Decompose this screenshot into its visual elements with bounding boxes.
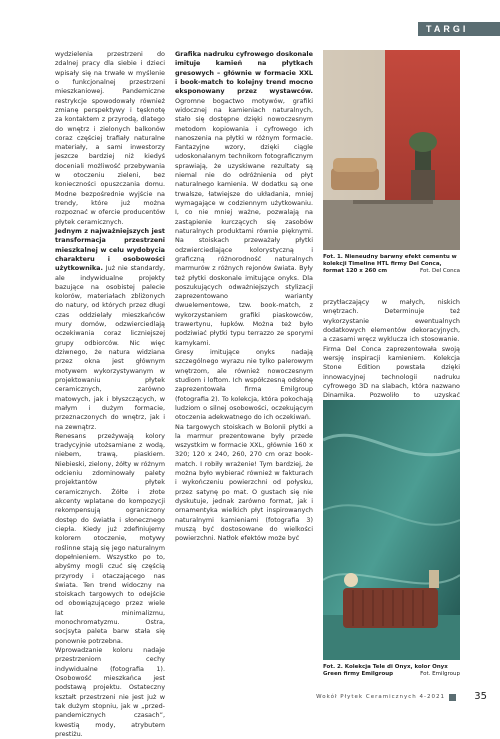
bold-lead: Grafika nadruku cyfrowego doskonale imituje kamień na płytkach gresowych – głównie w formacie XXL i book-match to kolejny trend mocno eksponowany przez wystawców.: [175, 50, 313, 96]
page-footer: [0, 692, 500, 708]
paragraph: Już nie standardy, ale indywidualne projekty bazujące na osobistej palecie kolorów, materiałach zbliżonych do natury, od których przez długi czas oddzielały mieszkańców mury domów, odzwierciedlają oczekiwania coraz liczniejszej grupy odbiorców. Nic więc dziwnego, że natura widziana przez okna jest głównym motywem wykorzystywanym w projektowaniu płytek ceramicznych, zarówno matowych, jak i błyszczących, w małym i dużym formacie, przeznaczonych do wnętrz, jak i na zewnątrz.: [55, 264, 165, 431]
paragraph: Ogromne bogactwo motywów, grafiki widocznej na kamieniach naturalnych, stało się dostępne dzięki nowoczesnym metodom kopiowania i cyfrowego ich nanoszenia na płytki w różnym formacie. Fantazyjne wzory, dzięki ciągle udoskonalanym technikom fotograficznym sprawiają, że uzyskiwane rezultaty są niemal nie do odróżnienia od płyt naturalnego kamienia. W dodatku są one trwalsze, łatwiejsze do układania, mniej wymagające w codziennym użytkowaniu. I, co nie mniej ważne, pozwalają na zastąpienie kurczących się zasobów naturalnych produktami równie pięknymi. Na stoiskach przeważały płytki odzwierciedlające kolorystyczną i graficzną różnorodność naturalnych marmurów z różnych rejonów świata. Były też płytki doskonale imitujące onyks. Dla poszukujących odważniejszych stylizacji zaprezentowano warianty dwuelementowe, tzw. book-match, z wykorzystaniem grafiki piaskowców, trawertynu, łupków. Można też było podziwiać płytki typu terrazzo ze sporymi kamykami.: [175, 96, 313, 347]
bold-lead: Jednym z najważniejszych jest transformacja przestrzeni mieszkalnej w celu wydobycia charakteru i osobowości użytkownika.: [55, 226, 165, 273]
caption-figure-2: [323, 664, 460, 678]
column-2: [175, 50, 313, 544]
caption-figure-1: [323, 254, 460, 275]
photo-1-illustration: [323, 50, 460, 250]
photo-cement-interior: [323, 50, 460, 250]
paragraph: Renesans przeżywają kolory tradycyjnie utożsamiane z wodą, niebem, trawą, piaskiem. Niebieski, zielony, żółty w różnym odcieniu zdominowały palety projektantów płytek ceramicznych. Żółte i złote akcenty wplatane do kompozycji rekompensują ograniczony dostęp do światła i słonecznego ciepła. Kiedy już zdefiniujemy kolorem otoczenie, motywy roślinne stają się jego naturalnym dopełnieniem. Wszystko po to, abyśmy mogli czuć się częścią przyrody i otaczającego nas świata. Ten trend widoczny na stoiskach targowych to odejście od obowiązującego przez wiele lat minimalizmu, monochromatyzmu. Ostra, socjsyta paleta barw stała się ponownie potrzebna.: [55, 431, 165, 645]
page-number: 35: [474, 691, 487, 702]
column-1: [55, 50, 165, 739]
caption-text: Fot. 1. Nieneudny barwny efekt cementu w kolekcji Timeline HTL firmy Del Conca, format 120 x 260 cm: [323, 254, 457, 274]
caption-credit: Fot. Emilgroup: [420, 671, 460, 677]
paragraph: wydzielenia przestrzeni do zdalnej pracy dla siebie i dzieci wpisały się na trwałe w myślenie o funkcjonalnej przestrzeni mieszkaniowej. Pandemiczne restrykcje spowodowały również zmianę perspektywy i tęsknotę za kontaktem z przyrodą, dlatego do wnętrz i zielonych balkonów coraz częściej trafiały naturalne materiały, a sami inwestorzy jeszcze bardziej niż kiedyś doceniali możliwość przebywania w otoczeniu zieleni, bez konieczności opuszczania domu. Modne bezpośrednie wyjście na trendy, które już można rozpoznać w ofercie producentów płytek ceramicznych.: [55, 50, 165, 226]
caption-text: Fot. 2. Kolekcja Tele di Onyx, kolor Onyx Green firmy Emilgroup: [323, 664, 448, 677]
lead-paragraph: [175, 50, 313, 348]
paragraph: Wprowadzanie koloru nadaje przestrzeniom cechy indywidualne (fotografia 1). Osobowość mieszkańca jest podstawą projektu. Ostateczny kształt przestrzeni nie jest już w tak dużym stopniu, jak w „przed-pandemicznych czasach”, kwestią mody, atrybutem prestiżu.: [55, 646, 165, 738]
photo-onyx-interior: [323, 400, 460, 660]
footer-marker: [449, 694, 456, 701]
magazine-title: Wokół Płytek Ceramicznych 4-2021: [316, 694, 445, 700]
caption-credit: Fot. Del Conca: [420, 268, 460, 274]
paragraph-bold-lead: [55, 227, 165, 432]
section-tag: TARGI: [412, 22, 500, 36]
page-header: [0, 0, 500, 50]
photo-2-illustration: [323, 400, 460, 660]
paragraph: przytłaczający w małych, niskich wnętrzach. Determinuje też wykorzystanie ewentualnych dodatkowych elementów dekoracyjnych, a czasami wręcz wyklucza ich stosowanie.: [323, 298, 460, 344]
paragraph: Firma Del Conca zaprezentowała swoją wersję inspiracji kamieniem. Kolekcja Stone Edition powstała dzięki innowacyjnej technologii nadruku cyfrowego 3D na slabach, która nazwano Dinamika. Pozwoliło to uzyskać: [323, 344, 460, 400]
paragraph: Na targowych stoiskach w Bolonii płytki a la marmur prezentowane były przede wszystkim w formacie XXL, głównie 160 x 320; 120 x 240, 260, 270 cm oraz book-match. I robiły wrażenie! Tym bardziej, że można było wybierać również w fakturach i wykończeniu powierzchni od połysku, przez satynę po mat. O gustach się nie dyskutuje, jednak zarówno format, jak i ornamentyka wielkich płyt inspirowanych naturalnymi kamieniami (fotografia 3) muszą być dostosowane do wielkości powierzchni. Natłok efektów może być: [175, 422, 313, 543]
paragraph: Gresy imitujące onyks nadają szczególnego wyrazu nie tylko palerowym wnętrzom, ale również nowoczesnym studiom i loftom. Ich współczesną odsłonę zaprezentowała firma Emilgroup (fotografia 2). To kolekcja, która pokochają ludziom o silnej osobowości, oczekującym otoczenia adekwatnego do ich oczekiwań.: [175, 348, 313, 422]
